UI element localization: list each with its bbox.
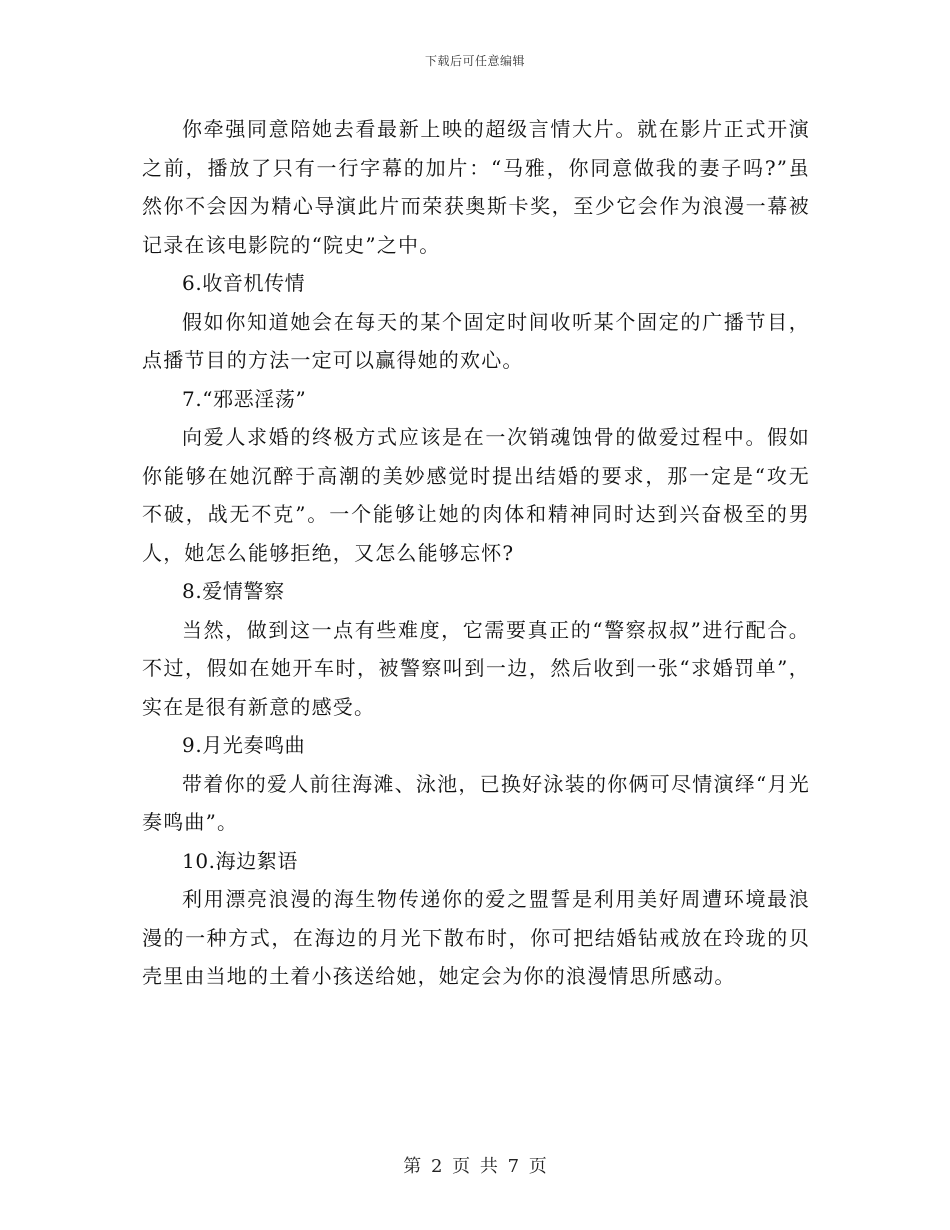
page-number-footer: 第 2 页 共 7 页: [403, 1156, 547, 1177]
paragraph-police-proposal: 当然，做到这一点有些难度，它需要真正的“警察叔叔”进行配合。不过，假如在她开车时，被警察叫到一边，然后收到一张“求婚罚单”，实在是很有新意的感受。: [142, 617, 810, 719]
section-heading-7: 7.“邪恶淫荡”: [182, 386, 307, 411]
section-heading-9: 9.月光奏鸣曲: [182, 733, 306, 757]
paragraph-moonlight-proposal: 带着你的爱人前往海滩、泳池，已换好泳装的你俩可尽情演绎“月光奏鸣曲”。: [142, 771, 810, 834]
paragraph-seaside-proposal: 利用漂亮浪漫的海生物传递你的爱之盟誓是利用美好周遭环境最浪漫的一种方式，在海边的月光下散布时，你可把结婚钻戒放在玲珑的贝壳里由当地的土着小孩送给她，她定会为你的浪漫情思所感动。: [142, 887, 810, 988]
document-body: [142, 110, 810, 996]
page-header-note: 下载后可任意编辑: [424, 54, 525, 68]
section-heading-6: 6.收音机传情: [182, 271, 306, 295]
paragraph-cinema-proposal: 你牵强同意陪她去看最新上映的超级言情大片。就在影片正式开演之前，播放了只有一行字幕的加片：“马雅，你同意做我的妻子吗?”虽然你不会因为精心导演此片而荣获奥斯卡奖，至少它会作为浪漫一幕被记录在该电影院的“院史”之中。: [142, 117, 810, 257]
section-heading-10: 10.海边絮语: [182, 848, 299, 873]
paragraph-ultimate-proposal: 向爱人求婚的终极方式应该是在一次销魂蚀骨的做爱过程中。假如你能够在她沉醉于高潮的美妙感觉时提出结婚的要求，那一定是“攻无不破，战无不克”。一个能够让她的肉体和精神同时达到兴奋极至的男人，她怎么能够拒绝，又怎么能够忘怀?: [142, 425, 810, 565]
section-heading-8: 8.爱情警察: [182, 579, 285, 603]
paragraph-radio-proposal: 假如你知道她会在每天的某个固定时间收听某个固定的广播节目，点播节目的方法一定可以赢得她的欢心。: [142, 309, 810, 372]
